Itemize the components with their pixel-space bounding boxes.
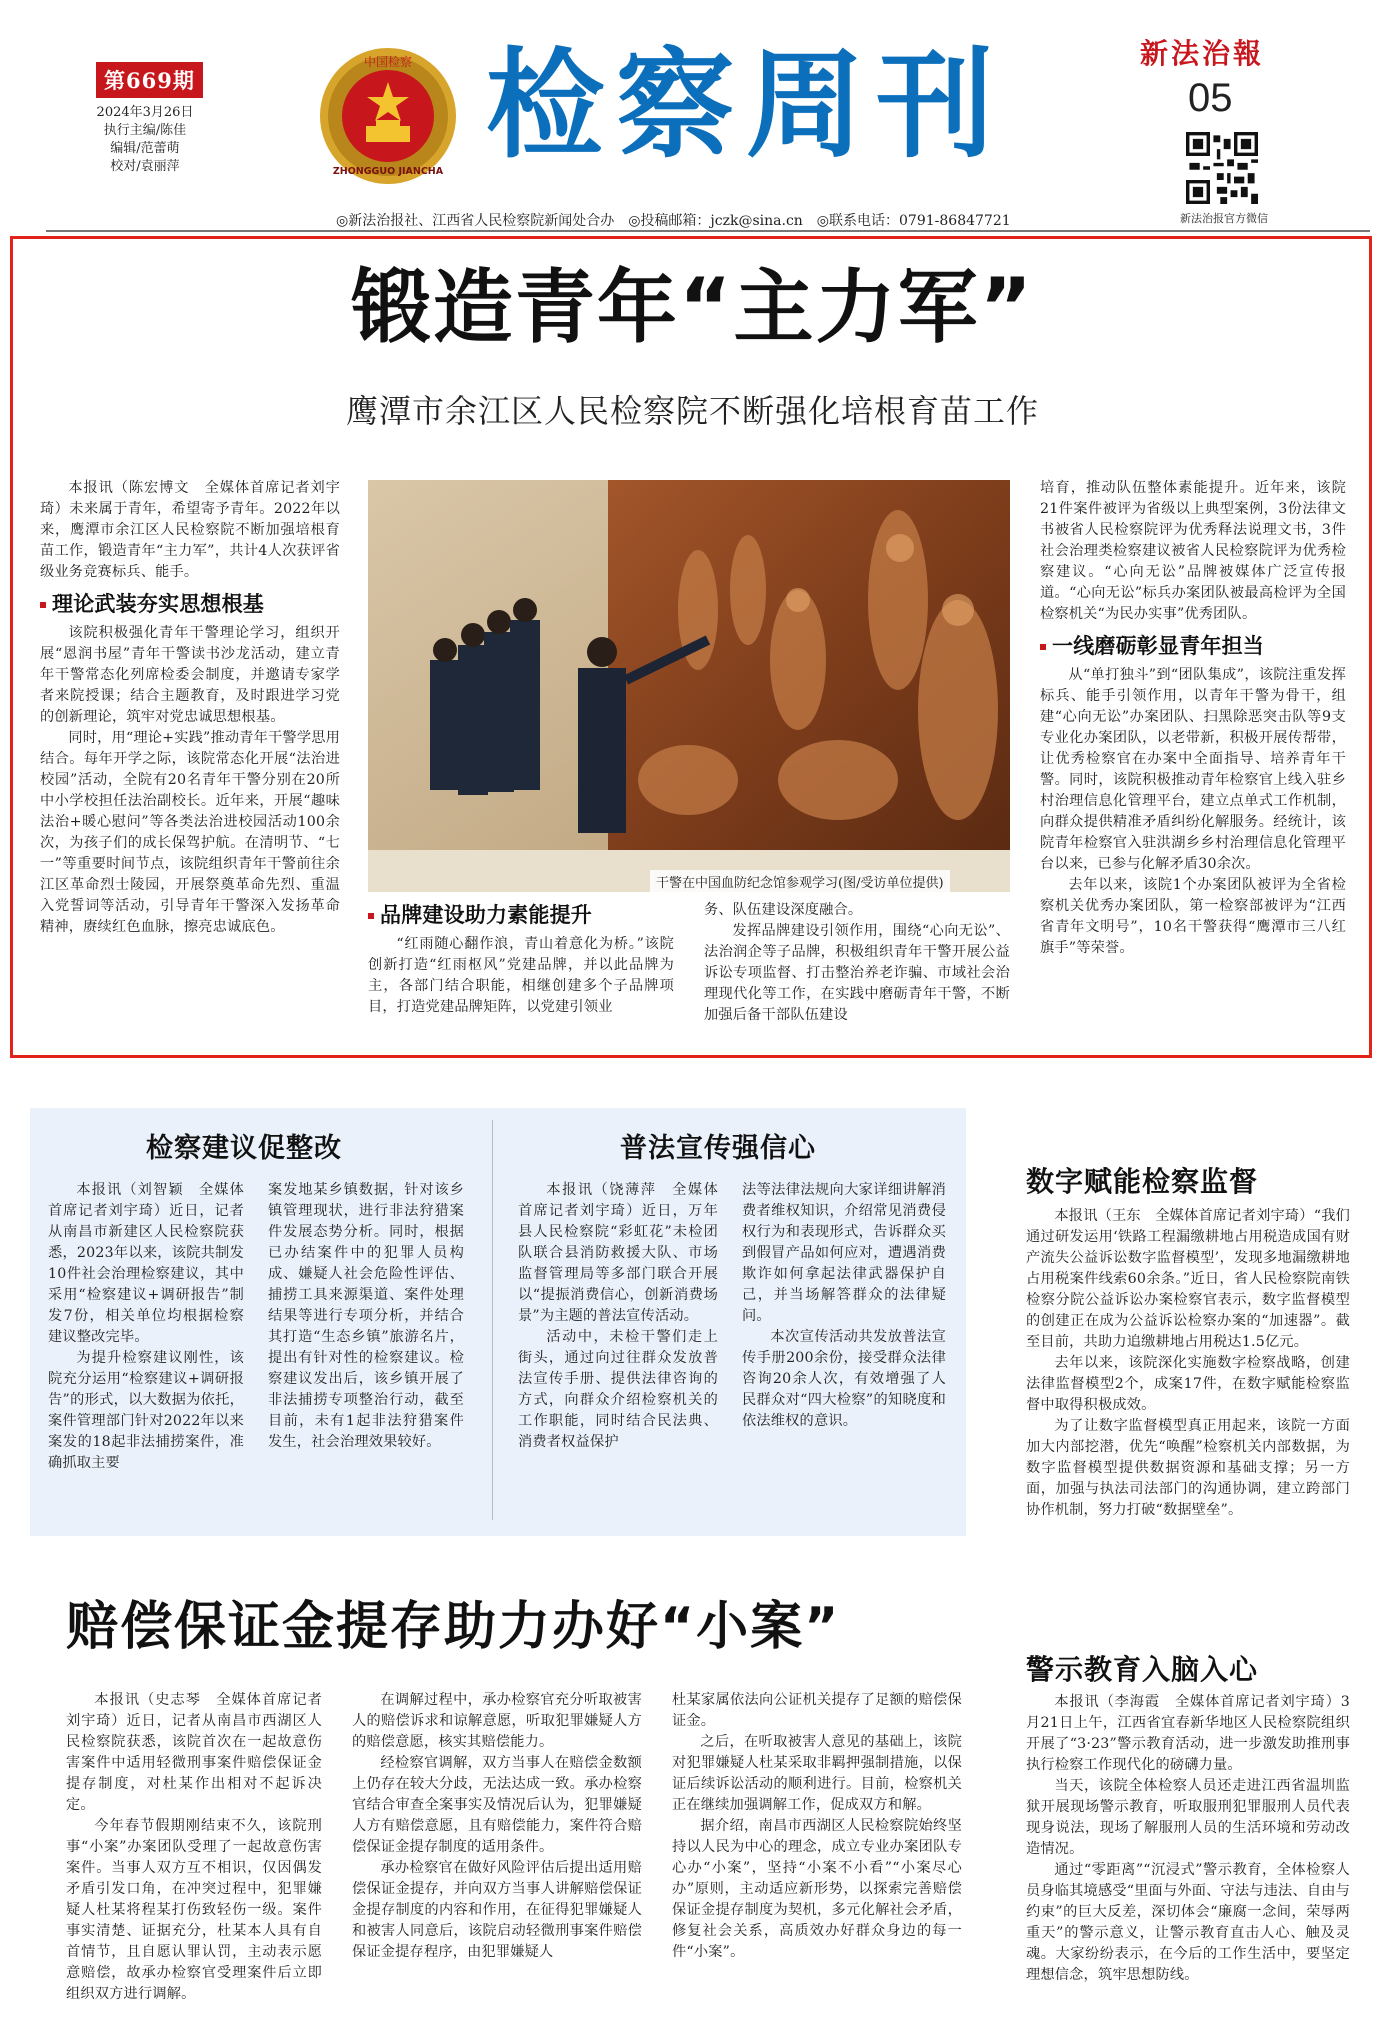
paragraph: 培育，推动队伍整体素能提升。近年来，该院21件案件被评为省级以上典型案例，3份法律文书被省人民检察院评为优秀释法说理文书，3件社会治理类检察建议被省人民检察院评为优秀检察建议。“心向无讼”品牌被媒体广泛宣传报道。“心向无讼”标兵办案团队被最高检评为全国检察机关“为民办实事”优秀团队。 <box>1040 480 1346 622</box>
box-headline-1[interactable]: 检察建议促整改 <box>146 1133 342 1164</box>
paragraph: 本次宣传活动共发放普法宣传手册200余份，接受群众法律咨询20余人次，有效增强了人民群众对“四大检察”的知晓度和依法维权的意识。 <box>742 1329 946 1429</box>
compensation-column-1 <box>66 1690 322 2005</box>
masthead-rule <box>46 230 1370 232</box>
box2-column-1 <box>518 1180 718 1453</box>
paragraph: 杜某家属依法向公证机关提存了足额的赔偿保证金。 <box>672 1692 962 1729</box>
paragraph: 活动中，未检干警们走上街头，通过向过往群众发放普法宣传手册、提供法律咨询的方式，向群众介绍检察机关的工作职能，同时结合民法典、消费者权益保护 <box>518 1329 718 1450</box>
paragraph: 为提升检察建议刚性，该院充分运用“检察建议+调研报告”的形式，以大数据为依托，案件管理部门针对2022年以来案发的18起非法捕捞案件，准确抓取主要 <box>48 1350 244 1471</box>
lead-column-1 <box>40 478 340 938</box>
proofreader: 校对/袁丽萍 <box>110 159 180 174</box>
issue-meta <box>96 104 194 176</box>
lead-photo[interactable] <box>368 480 1010 892</box>
paragraph: 为了让数字监督模型真正用起来，该院一方面加大内部挖潜，优先“唤醒”检察机关内部数据，为数字监督模型提供数据资源和基础支撑；另一方面，加强与执法司法部门的沟通协调，建立跨部门协作机制，努力打破“数据壁垒”。 <box>1026 1418 1350 1518</box>
digital-body <box>1026 1206 1350 1521</box>
emblem-bottom-text: ZHONGGUO JIANCHA <box>332 166 444 177</box>
paragraph: 务、队伍建设深度融合。 <box>704 902 863 918</box>
paragraph: 本报讯（王东 全媒体首席记者刘宇琦）“我们通过研发运用‘铁路工程漏缴耕地占用税造成国有财产流失公益诉讼数字监督模型’，发现多地漏缴耕地占用税案件线索60余条。”近日，省人民检察院南铁检察分院公益诉讼办案检察官表示，数字监督模型的创建正在成为公益诉讼检察办案的“加速器”。截至目前，共助力追缴耕地占用税达1.5亿元。 <box>1026 1208 1350 1350</box>
paragraph: 该院积极强化青年干警理论学习，组织开展“恩润书屋”青年干警读书沙龙活动，建立青年干警常态化列席检委会制度，并邀请专家学者来院授课；结合主题教育，及时跟进学习党的创新理论，筑牢对党忠诚思想根基。 <box>40 625 340 725</box>
paragraph: 发挥品牌建设引领作用，围绕“心向无讼”、法治润企等子品牌，积极组织青年干警开展公益诉讼专项监督、打击整治养老诈骗、市域社会治理现代化等工作，在实践中磨砺青年干警，不断加强后备干部队伍建设 <box>704 923 1010 1023</box>
paragraph: 在调解过程中，承办检察官充分听取被害人的赔偿诉求和谅解意愿，听取犯罪嫌疑人方的赔偿意愿，核实其赔偿能力。 <box>352 1692 642 1750</box>
compensation-column-3 <box>672 1690 962 1963</box>
chief-editor: 执行主编/陈佳 <box>103 123 187 138</box>
digital-headline[interactable]: 数字赋能检察监督 <box>1026 1165 1259 1198</box>
warning-headline[interactable]: 警示教育入脑入心 <box>1026 1653 1259 1686</box>
contact-line: ◎新法治报社、江西省人民检察院新闻处合办 ◎投稿邮箱：jczk@sina.cn ◎联系电话：0791-86847721 <box>336 213 1011 229</box>
emblem-top-text: 中国检察 <box>363 55 413 69</box>
photo-caption: 干警在中国血防纪念馆参观学习(图/受访单位提供) <box>650 870 950 893</box>
box-headline-2[interactable]: 普法宣传强信心 <box>620 1133 816 1164</box>
newspaper-name: 新法治報 <box>1140 37 1265 70</box>
paragraph: 从“单打独斗”到“团队集成”，该院注重发挥标兵、能手引领作用，以青年干警为骨干，组建“心向无讼”办案团队、扫黑除恶突击队等9支专业化办案团队，以老带新，积极开展传帮带，让优秀检察官在办案中全面指导、培养青年干警。同时，该院积极推动青年检察官上线入驻乡村治理信息化管理平台，建立点单式工作机制，向群众提供精准矛盾纠纷化解服务。经统计，该院青年检察官入驻洪湖乡乡村治理信息化管理平台以来，已参与化解矛盾30余次。 <box>1040 667 1346 872</box>
editor: 编辑/范蕾萌 <box>110 141 180 156</box>
paragraph: 法等法律法规向大家详细讲解消费者维权知识，介绍常见消费侵权行为和表现形式，告诉群众买到假冒产品如何应对，遭遇消费欺诈如何拿起法律武器保护自己，并当场解答群众的法律疑问。 <box>742 1182 946 1324</box>
paragraph: 同时，用“理论+实践”推动青年干警学思用结合。每年开学之际，该院常态化开展“法治进校园”活动，全院有20名青年干警分别在20所中小学校担任法治副校长。近年来，开展“趣味法治+暖心慰问”等各类法治进校园活动100余次，为孩子们的成长保驾护航。在清明节、“七一”等重要时间节点，该院组织青年干警前往余江区革命烈士陵园，开展祭奠革命先烈、重温入党誓词等活动，引导青年干警深入发扬革命精神，赓续红色血脉，擦亮忠诚底色。 <box>40 730 340 935</box>
paragraph: 本报讯（李海霞 全媒体首席记者刘宇琦）3月21日上午，江西省宜春新华地区人民检察院组织开展了“3·23”警示教育活动，进一步激发助推刑事执行检察工作现代化的磅礴力量。 <box>1026 1694 1350 1773</box>
paragraph: 去年以来，该院1个办案团队被评为全省检察机关优秀办案团队，第一检察部被评为“江西省青年文明号”，10名干警获得“鹰潭市三八红旗手”等荣誉。 <box>1040 877 1346 956</box>
compensation-column-2 <box>352 1690 642 1963</box>
section-heading: 品牌建设助力素能提升 <box>368 900 674 930</box>
box1-column-2 <box>268 1180 464 1453</box>
compensation-headline[interactable]: 赔偿保证金提存助力办好“小案” <box>66 1597 841 1657</box>
paragraph: 今年春节假期刚结束不久，该院刑事“小案”办案团队受理了一起故意伤害案件。当事人双方互不相识，仅因偶发矛盾引发口角，在冲突过程中，犯罪嫌疑人杜某将程某打伤致轻伤一级。案件事实清楚、证据充分，杜某本人具有自首情节，且自愿认罪认罚，主动表示愿意赔偿，故承办检察官受理案件后立即组织双方进行调解。 <box>66 1818 322 2002</box>
paragraph: 承办检察官在做好风险评估后提出适用赔偿保证金提存，并向双方当事人讲解赔偿保证金提存制度的内容和作用，在征得犯罪嫌疑人和被害人同意后，该院启动轻微刑事案件赔偿保证金提存程序，由犯罪嫌疑人 <box>352 1860 642 1960</box>
paragraph: 本报讯（刘智颖 全媒体首席记者刘宇琦）近日，记者从南昌市新建区人民检察院获悉，2023年以来，该院共制发10件社会治理检察建议，其中采用“检察建议+调研报告”制发7份，相关单位均根据检察建议整改完毕。 <box>48 1182 244 1345</box>
page-number: 05 <box>1188 76 1233 120</box>
paragraph: 经检察官调解，双方当事人在赔偿金数额上仍存在较大分歧，无法达成一致。承办检察官结合审查全案事实及情况后认为，犯罪嫌疑人方有赔偿意愿，且有赔偿能力，案件符合赔偿保证金提存制度的适用条件。 <box>352 1755 642 1855</box>
paragraph: 案发地某乡镇数据，针对该乡镇管理现状，进行非法狩猎案件发展态势分析。同时，根据已办结案件中的犯罪人员构成、嫌疑人社会危险性评估、捕捞工具来源渠道、案件处理结果等进行专项分析，并结合其打造“生态乡镇”旅游名片，提出有针对性的检察建议。检察建议发出后，该乡镇开展了非法捕捞专项整治行动，截至目前，未有1起非法狩猎案件发生，社会治理效果较好。 <box>268 1182 464 1450</box>
procuratorate-emblem-icon <box>318 46 458 186</box>
paragraph: 之后，在听取被害人意见的基础上，该院对犯罪嫌疑人杜某采取非羁押强制措施，以保证后续诉讼活动的顺利进行。目前，检察机关正在继续加强调解工作，促成双方和解。 <box>672 1734 962 1813</box>
box1-column-1 <box>48 1180 244 1474</box>
lead-headline[interactable]: 锻造青年“主力军” <box>350 261 1035 354</box>
section-heading: 一线磨砺彰显青年担当 <box>1040 631 1346 661</box>
paragraph: 据介绍，南昌市西湖区人民检察院始终坚持以人民为中心的理念，成立专业办案团队专心办“小案”，坚持“小案不小看”“小案尽心办”原则，主动适应新形势，以探索完善赔偿保证金提存制度为契机，多元化解社会矛盾，修复社会关系，高质效办好群众身边的每一件“小案”。 <box>672 1818 962 1960</box>
paragraph: 本报讯（史志琴 全媒体首席记者刘宇琦）近日，记者从南昌市西湖区人民检察院获悉，该院首次在一起故意伤害案件中适用轻微刑事案件赔偿保证金提存制度，对杜某作出相对不起诉决定。 <box>66 1692 322 1813</box>
box2-column-2 <box>742 1180 946 1432</box>
masthead-title: 检察周刊 <box>486 36 1007 174</box>
paragraph: 通过“零距离”“沉浸式”警示教育，全体检察人员身临其境感受“里面与外面、守法与违法、自由与约束”的巨大反差，深切体会“廉腐一念间，荣辱两重天”的警示意义，让警示教育直击人心、触及灵魂。大家纷纷表示，在今后的工作生活中，要坚定理想信念，筑牢思想防线。 <box>1026 1862 1350 1983</box>
lead-subheadline: 鹰潭市余江区人民检察院不断强化培根育苗工作 <box>345 392 1039 430</box>
paragraph: 本报讯（陈宏博文 全媒体首席记者刘宇琦）未来属于青年，希望寄予青年。2022年以来，鹰潭市余江区人民检察院不断加强培根育苗工作，锻造青年“主力军”，共计4人次获评省级业务竞赛标兵、能手。 <box>40 480 340 580</box>
lead-column-4 <box>1040 478 1346 959</box>
paragraph: 去年以来，该院深化实施数字检察战略，创建法律监督模型2个，成案17件，在数字赋能检察监督中取得积极成效。 <box>1026 1355 1350 1413</box>
paragraph: 当天，该院全体检察人员还走进江西省温圳监狱开展现场警示教育，听取服刑犯罪服刑人员代表现身说法，现场了解服刑人员的生活环境和劳动改造情况。 <box>1026 1778 1350 1857</box>
section-heading: 理论武装夯实思想根基 <box>40 589 340 619</box>
column-divider <box>492 1120 493 1520</box>
paragraph: “红雨随心翻作浪，青山着意化为桥。”该院创新打造“红雨枢风”党建品牌，并以此品牌为主，各部门结合职能，相继创建多个子品牌项目，打造党建品牌矩阵，以党建引领业 <box>368 936 674 1015</box>
issue-date: 2024年3月26日 <box>96 105 194 120</box>
qr-caption: 新法治报官方微信 <box>1180 212 1268 225</box>
lead-column-2 <box>368 900 674 1018</box>
warning-body <box>1026 1692 1350 1986</box>
qr-code-icon[interactable] <box>1186 132 1258 204</box>
lead-column-3 <box>704 900 1010 1026</box>
issue-number: 第669期 <box>96 62 203 98</box>
paragraph: 本报讯（饶薄萍 全媒体首席记者刘宇琦）近日，万年县人民检察院“彩虹花”未检团队联合县消防救援大队、市场监督管理局等多部门联合开展以“提振消费信心，创新消费场景”为主题的普法宣传活动。 <box>518 1182 718 1324</box>
